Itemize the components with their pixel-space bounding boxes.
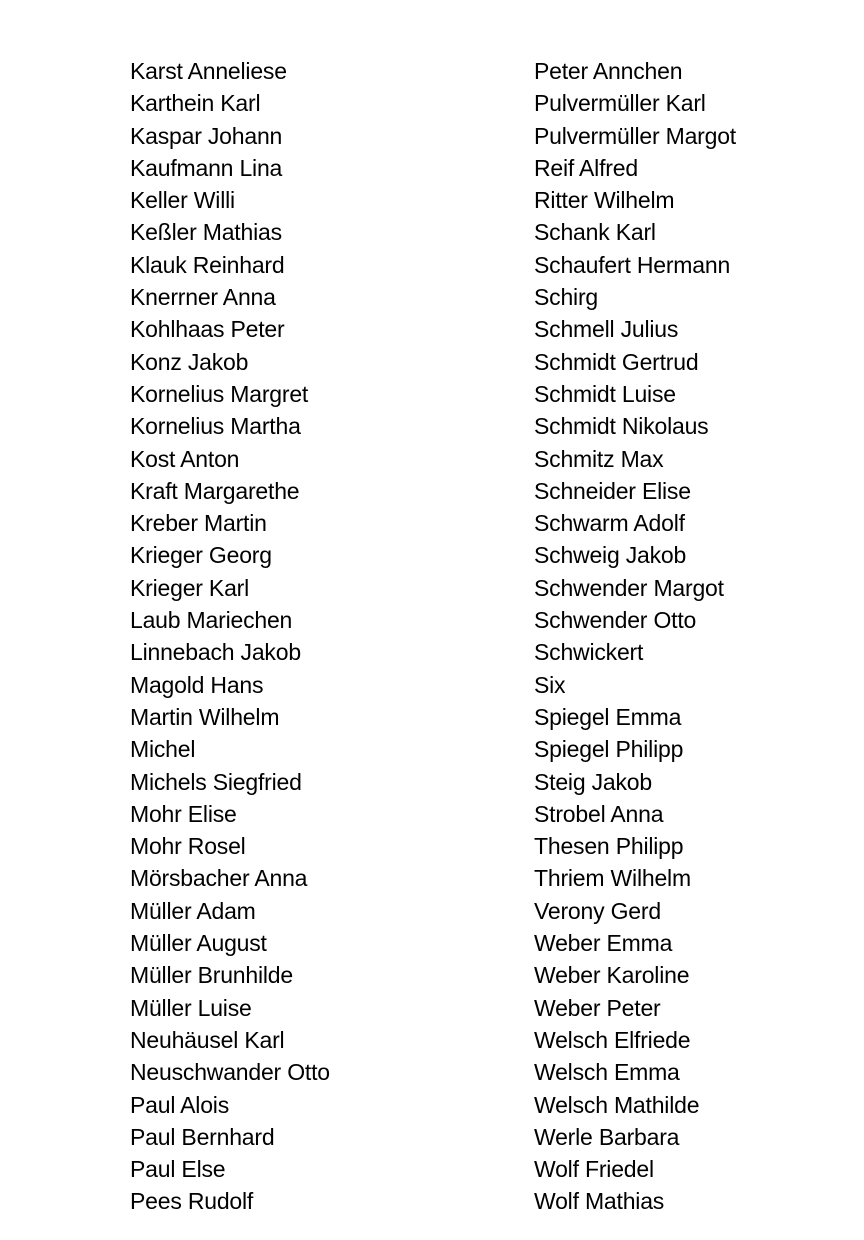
name-entry: Paul Alois	[130, 1091, 230, 1118]
name-entry: Müller Luise	[130, 994, 252, 1021]
name-entry: Kohlhaas Peter	[130, 316, 285, 343]
name-entry: Werle Barbara	[534, 1123, 680, 1150]
name-list-right-column	[534, 55, 854, 1218]
name-entry: Mohr Rosel	[130, 833, 246, 860]
name-entry: Michels Siegfried	[130, 768, 302, 795]
name-entry: Pees Rudolf	[130, 1188, 254, 1215]
name-entry: Konz Jakob	[130, 348, 249, 375]
name-entry: Verony Gerd	[534, 897, 661, 924]
name-entry: Thriem Wilhelm	[534, 865, 691, 892]
name-entry: Ritter Wilhelm	[534, 187, 675, 214]
name-entry: Steig Jakob	[534, 768, 652, 795]
name-entry: Weber Peter	[534, 994, 661, 1021]
name-entry: Schank Karl	[534, 219, 656, 246]
name-entry: Schwickert	[534, 639, 644, 666]
name-entry: Krieger Georg	[130, 542, 272, 569]
name-entry: Schirg	[534, 284, 598, 311]
name-entry: Schmitz Max	[534, 445, 664, 472]
name-entry: Kraft Margarethe	[130, 477, 300, 504]
name-entry: Kreber Martin	[130, 510, 267, 537]
name-entry: Schweig Jakob	[534, 542, 687, 569]
name-entry: Mohr Elise	[130, 800, 237, 827]
name-entry: Müller Brunhilde	[130, 962, 293, 989]
name-entry: Schneider Elise	[534, 477, 691, 504]
name-entry: Linnebach Jakob	[130, 639, 301, 666]
name-entry: Kaspar Johann	[130, 122, 283, 149]
name-entry: Mörsbacher Anna	[130, 865, 308, 892]
name-entry: Wolf Mathias	[534, 1188, 665, 1215]
name-entry: Spiegel Emma	[534, 703, 682, 730]
name-entry: Schwender Margot	[534, 574, 724, 601]
name-entry: Schmidt Luise	[534, 380, 676, 407]
name-entry: Müller August	[130, 930, 267, 957]
name-entry: Schaufert Hermann	[534, 251, 731, 278]
name-entry: Neuhäusel Karl	[130, 1026, 285, 1053]
name-entry: Martin Wilhelm	[130, 703, 280, 730]
name-entry: Paul Bernhard	[130, 1123, 275, 1150]
name-entry: Kaufmann Lina	[130, 154, 283, 181]
name-entry: Schwender Otto	[534, 607, 697, 634]
name-entry: Keller Willi	[130, 187, 235, 214]
name-entry: Laub Mariechen	[130, 607, 293, 634]
name-entry: Reif Alfred	[534, 154, 638, 181]
name-entry: Welsch Mathilde	[534, 1091, 700, 1118]
name-entry: Karthein Karl	[130, 90, 261, 117]
name-entry: Pulvermüller Margot	[534, 122, 736, 149]
name-entry: Kost Anton	[130, 445, 240, 472]
name-entry: Welsch Emma	[534, 1059, 680, 1086]
name-entry: Wolf Friedel	[534, 1156, 654, 1183]
name-list-left-column	[130, 55, 510, 1218]
name-entry: Weber Karoline	[534, 962, 690, 989]
name-entry: Klauk Reinhard	[130, 251, 285, 278]
name-entry: Schmidt Gertrud	[534, 348, 699, 375]
name-entry: Michel	[130, 736, 196, 763]
name-entry: Strobel Anna	[534, 800, 664, 827]
name-entry: Welsch Elfriede	[534, 1026, 691, 1053]
name-entry: Pulvermüller Karl	[534, 90, 706, 117]
name-entry: Peter Annchen	[534, 58, 683, 84]
name-entry: Six	[534, 671, 566, 698]
name-entry: Kornelius Margret	[130, 380, 309, 407]
name-entry: Müller Adam	[130, 897, 256, 924]
name-entry: Knerrner Anna	[130, 284, 276, 311]
name-entry: Schmell Julius	[534, 316, 679, 343]
name-entry: Krieger Karl	[130, 574, 250, 601]
name-entry: Paul Else	[130, 1156, 226, 1183]
name-entry: Schmidt Nikolaus	[534, 413, 709, 440]
name-entry: Neuschwander Otto	[130, 1059, 330, 1086]
name-entry: Karst Anneliese	[130, 58, 287, 84]
name-entry: Keßler Mathias	[130, 219, 282, 246]
name-entry: Schwarm Adolf	[534, 510, 685, 537]
name-entry: Thesen Philipp	[534, 833, 684, 860]
name-entry: Weber Emma	[534, 930, 673, 957]
name-entry: Magold Hans	[130, 671, 264, 698]
name-entry: Kornelius Martha	[130, 413, 301, 440]
name-entry: Spiegel Philipp	[534, 736, 684, 763]
